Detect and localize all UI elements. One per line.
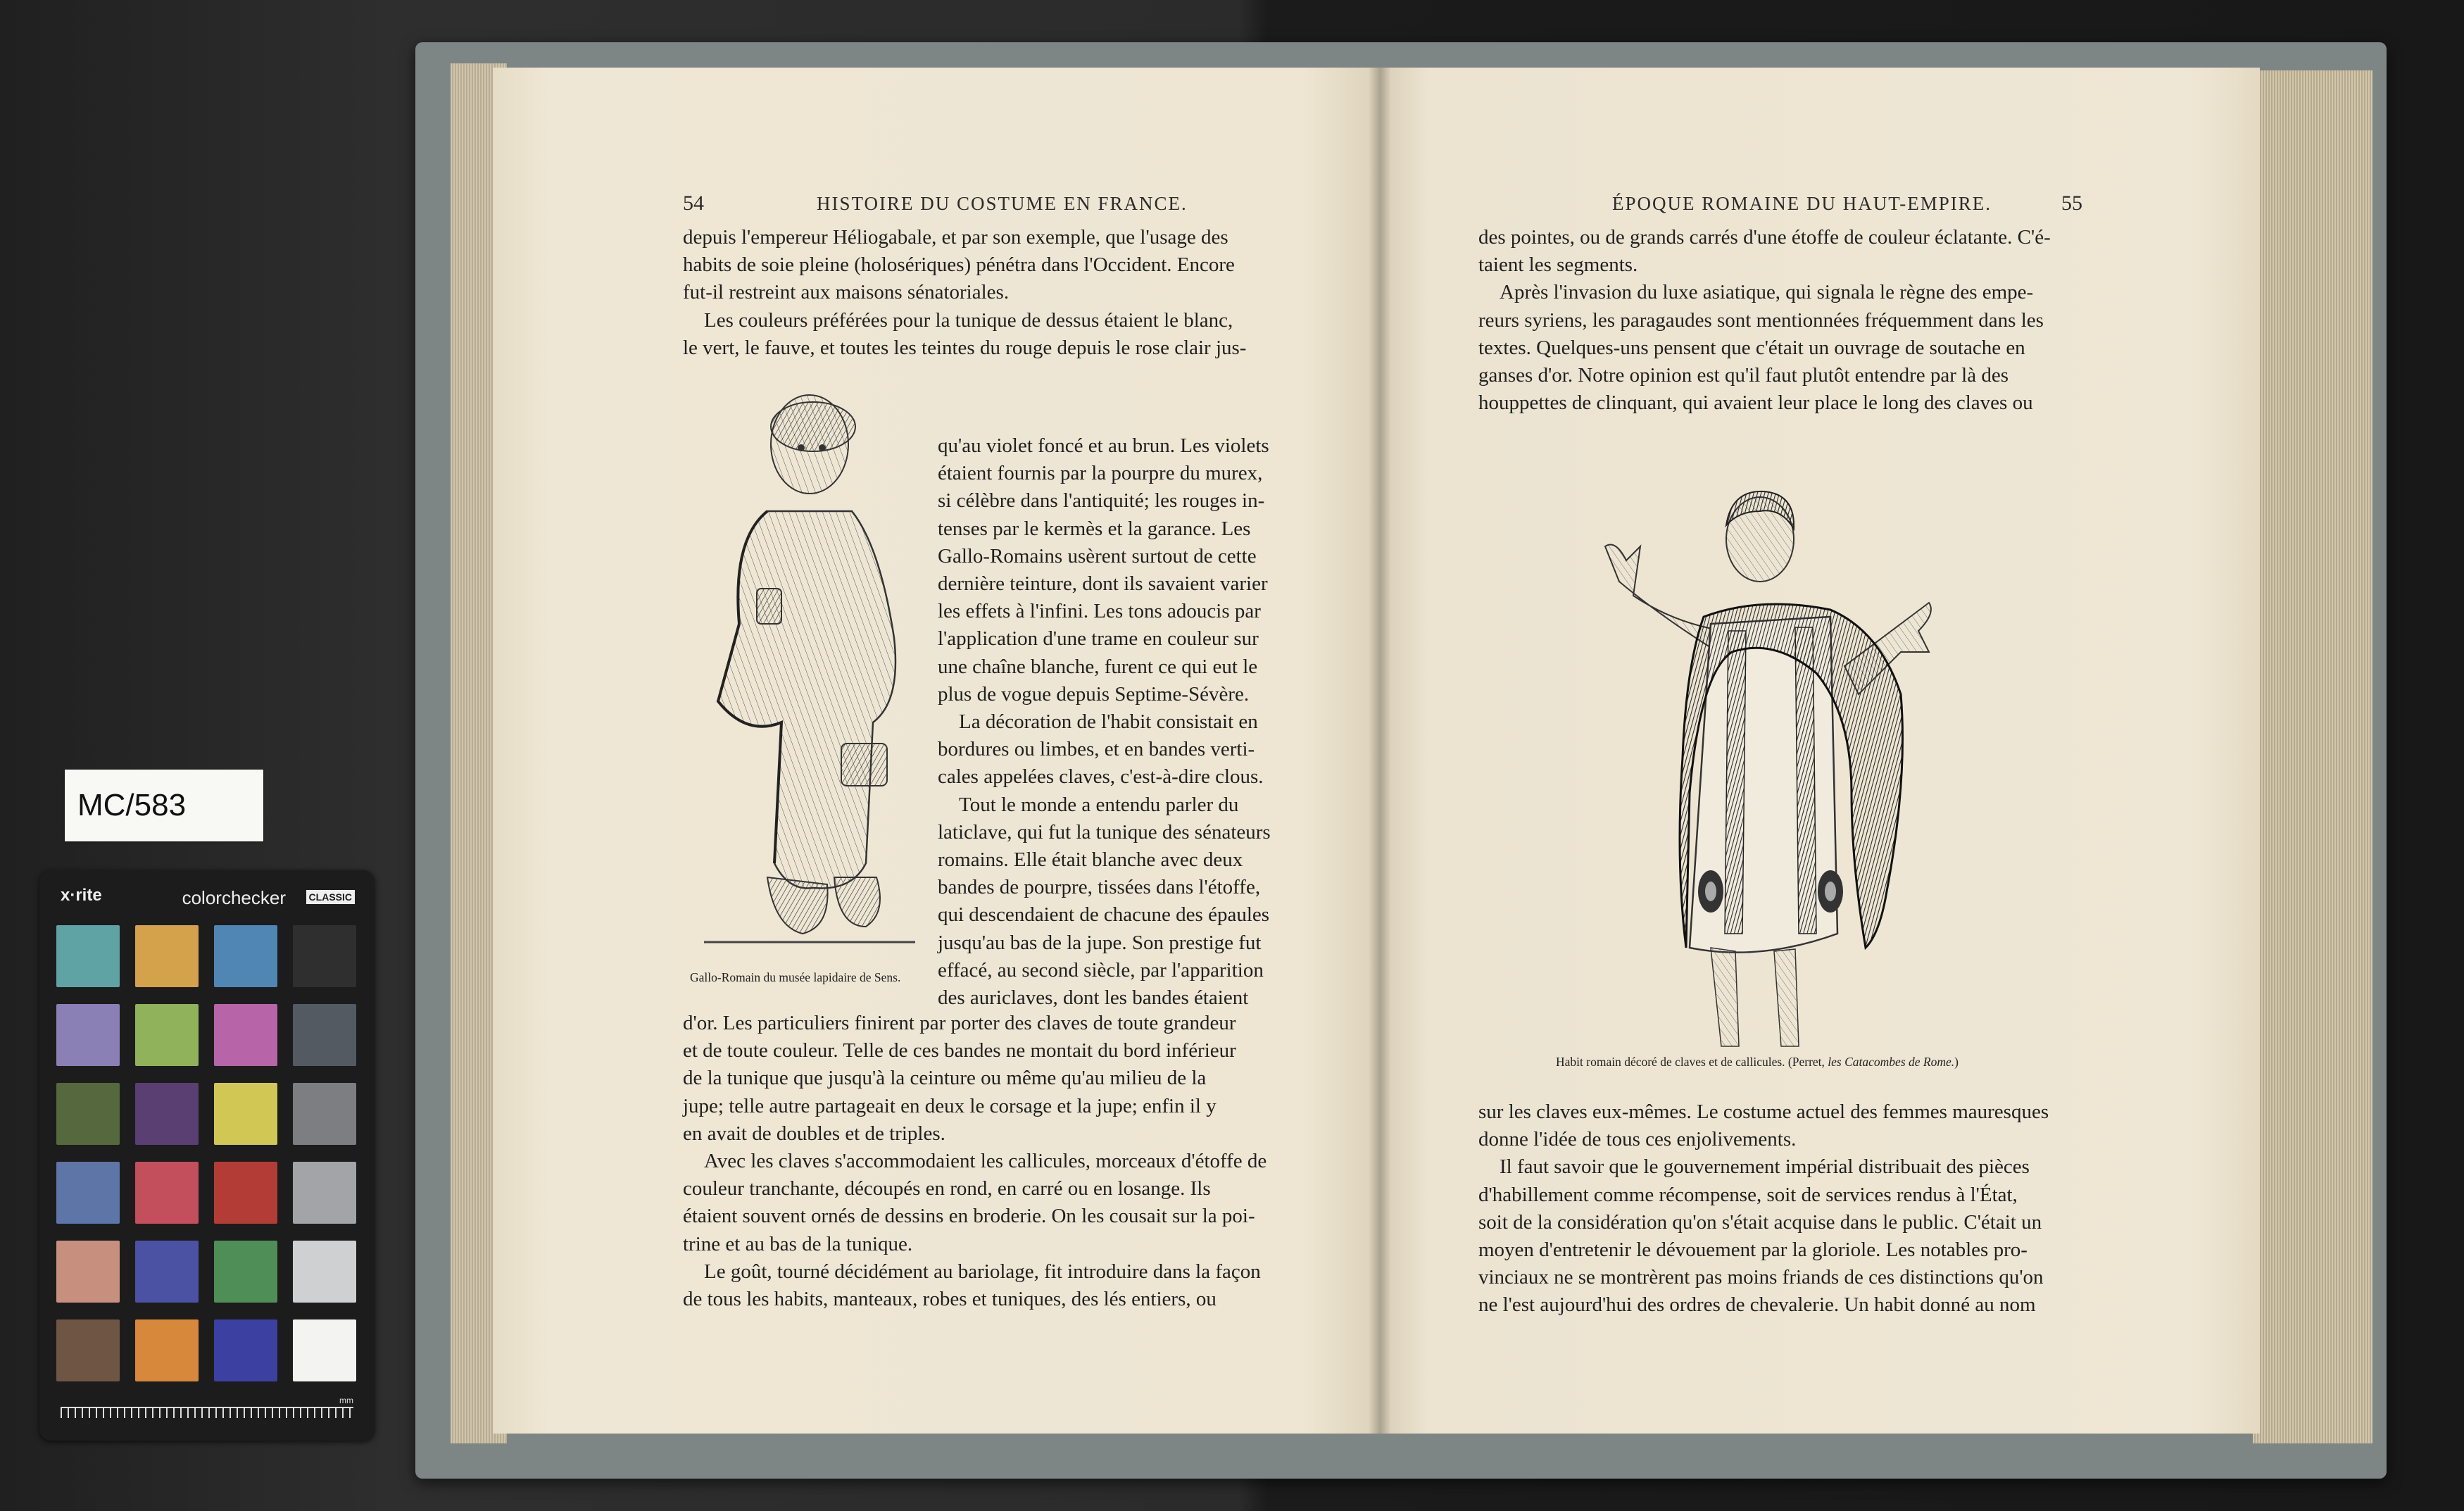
text-line: d'or. Les particuliers finirent par porter des claves de toute grandeur: [683, 1012, 1236, 1034]
color-swatch: [56, 1004, 120, 1066]
text-line: Il faut savoir que le gouvernement impérial distribuait des pièces: [1500, 1155, 2030, 1179]
color-swatch: [56, 1319, 120, 1381]
color-swatch: [214, 1241, 277, 1303]
right-page-number: 55: [2061, 192, 2082, 215]
color-swatch: [293, 1241, 356, 1303]
text-line: couleur tranchante, découpés en rond, en carré ou en losange. Ils: [683, 1177, 1211, 1200]
text-line: des auriclaves, dont les bandes étaient: [938, 986, 1249, 1010]
left-text-bottom: [683, 1010, 1380, 1313]
text-line: reurs syriens, les paragaudes sont mentionnées fréquemment dans les: [1478, 308, 2044, 332]
color-swatch: [56, 1083, 120, 1145]
text-line: Après l'invasion du luxe asiatique, qui signala le règne des empe-: [1500, 281, 2034, 304]
left-text-side: [938, 432, 1380, 1012]
color-swatch: [135, 1083, 199, 1145]
text-line: ganses d'or. Notre opinion est qu'il faut plutôt entendre par là des: [1478, 364, 2009, 387]
text-line: vinciaux ne se montrèrent pas moins friands de ces distinctions qu'on: [1478, 1266, 2044, 1289]
right-figure-caption: [1556, 1055, 1959, 1070]
left-running-head: HISTOIRE DU COSTUME EN FRANCE.: [817, 193, 1188, 214]
text-line: l'application d'une trame en couleur sur: [938, 627, 1259, 651]
archive-label-text: MC/583: [77, 788, 187, 822]
color-swatch: [293, 1162, 356, 1224]
color-swatch: [293, 1319, 356, 1381]
left-page: [493, 68, 1380, 1434]
color-swatch: [135, 925, 199, 987]
text-line: Gallo-Romains usèrent surtout de cette: [938, 544, 1257, 568]
text-line: sur les claves eux-mêmes. Le costume actuel des femmes mauresques: [1478, 1101, 2049, 1123]
measurement-ruler: [61, 1407, 353, 1425]
text-line: de la tunique que jusqu'à la ceinture ou même qu'au milieu de la: [683, 1067, 1207, 1090]
text-line: de tous les habits, manteaux, robes et tuniques, des lés entiers, ou: [683, 1288, 1217, 1311]
color-checker-brand: x·rite: [61, 886, 102, 905]
text-line: depuis l'empereur Héliogabale, et par son exemple, que l'usage des: [683, 226, 1228, 249]
color-swatch: [56, 925, 120, 987]
text-line: tenses par le kermès et la garance. Les: [938, 517, 1251, 540]
text-line: taient les segments.: [1478, 253, 1638, 277]
text-line: Le goût, tourné décidément au bariolage, fit introduire dans la façon: [704, 1260, 1261, 1283]
caption-end: ): [1954, 1055, 1959, 1069]
text-line: bordures ou limbes, et en bandes verti-: [938, 738, 1255, 761]
color-swatch: [56, 1241, 120, 1303]
roman-habit-illustration: [1549, 441, 1985, 1053]
color-swatch-grid: [56, 925, 356, 1381]
text-line: effacé, au second siècle, par l'apparition: [938, 958, 1264, 982]
color-swatch: [56, 1162, 120, 1224]
archive-label: [65, 770, 263, 841]
color-swatch: [214, 1004, 277, 1066]
text-line: Avec les claves s'accommodaient les callicules, morceaux d'étoffe de: [704, 1150, 1267, 1173]
text-line: si célèbre dans l'antiquité; les rouges in-: [938, 489, 1265, 513]
text-line: et de toute couleur. Telle de ces bandes ne montait du bord inférieur: [683, 1039, 1236, 1062]
color-swatch: [214, 1319, 277, 1381]
text-line: La décoration de l'habit consistait en: [959, 710, 1258, 734]
caption-italic: les Catacombes de Rome.: [1828, 1055, 1955, 1069]
text-line: les effets à l'infini. Les tons adoucis par: [938, 600, 1261, 623]
text-line: plus de vogue depuis Septime-Sévère.: [938, 682, 1250, 706]
color-swatch: [214, 1162, 277, 1224]
right-text-top: [1478, 224, 2182, 417]
text-line: une chaîne blanche, furent ce qui eut le: [938, 655, 1258, 678]
color-checker-card: [39, 870, 375, 1441]
gallo-roman-statue-illustration: [690, 370, 922, 962]
right-text-bottom: [1478, 1098, 2182, 1319]
color-swatch: [135, 1004, 199, 1066]
text-line: laticlave, qui fut la tunique des sénateurs: [938, 820, 1271, 844]
color-swatch: [293, 1083, 356, 1145]
right-page: [1380, 68, 2260, 1434]
ruler-unit: mm: [339, 1396, 353, 1405]
right-page-edges: [2253, 70, 2372, 1443]
text-line: romains. Elle était blanche avec deux: [938, 848, 1243, 872]
left-text-top: [683, 224, 1380, 362]
text-line: trine et au bas de la tunique.: [683, 1232, 913, 1255]
color-checker-product: colorchecker: [182, 887, 286, 908]
text-line: donne l'idée de tous ces enjolivements.: [1478, 1128, 1797, 1151]
text-line: étaient souvent ornés de dessins en broderie. On les cousait sur la poi-: [683, 1205, 1255, 1228]
color-swatch: [293, 925, 356, 987]
text-line: textes. Quelques-uns pensent que c'était un ouvrage de soutache en: [1478, 336, 2025, 359]
color-swatch: [214, 1083, 277, 1145]
color-checker-header: [51, 882, 363, 914]
right-running-head: ÉPOQUE ROMAINE DU HAUT-EMPIRE.: [1612, 193, 1992, 214]
text-line: moyen d'entretenir le dévouement par la gloriole. Les notables pro-: [1478, 1239, 2028, 1262]
text-line: ne l'est aujourd'hui des ordres de chevalerie. Un habit donné au nom: [1478, 1293, 2036, 1317]
color-swatch: [214, 925, 277, 987]
text-line: habits de soie pleine (holosériques) pénétra dans l'Occident. Encore: [683, 253, 1235, 277]
color-swatch: [293, 1004, 356, 1066]
color-swatch: [135, 1241, 199, 1303]
left-figure-caption: Gallo-Romain du musée lapidaire de Sens.: [690, 970, 901, 984]
text-line: d'habillement comme récompense, soit de services rendus à l'État,: [1478, 1183, 2018, 1206]
text-line: le vert, le fauve, et toutes les teintes du rouge depuis le rose clair jus-: [683, 336, 1247, 359]
text-line: en avait de doubles et de triples.: [683, 1122, 945, 1145]
text-line: qu'au violet foncé et au brun. Les violets: [938, 434, 1269, 457]
left-page-number: 54: [683, 192, 704, 215]
text-line: fut-il restreint aux maisons sénatoriales.: [683, 281, 1010, 304]
text-line: soit de la considération qu'on s'était acquise dans le public. C'était un: [1478, 1210, 2042, 1234]
book-gutter: [1369, 68, 1391, 1434]
caption-main: Habit romain décoré de claves et de callicules. (Perret,: [1556, 1055, 1828, 1069]
text-line: cales appelées claves, c'est-à-dire clous.: [938, 765, 1264, 789]
text-line: Tout le monde a entendu parler du: [959, 793, 1239, 816]
text-line: jupe; telle autre partageait en deux le corsage et la jupe; enfin il y: [683, 1094, 1217, 1117]
color-swatch: [135, 1319, 199, 1381]
text-line: qui descendaient de chacune des épaules: [938, 903, 1270, 927]
color-swatch: [135, 1162, 199, 1224]
text-line: des pointes, ou de grands carrés d'une étoffe de couleur éclatante. C'é-: [1478, 226, 2051, 249]
text-line: houppettes de clinquant, qui avaient leur place le long des claves ou: [1478, 391, 2033, 415]
text-line: étaient fournis par la pourpre du murex,: [938, 462, 1263, 485]
text-line: jusqu'au bas de la jupe. Son prestige fut: [938, 931, 1262, 954]
text-line: Les couleurs préférées pour la tunique de dessus étaient le blanc,: [704, 308, 1233, 332]
text-line: bandes de pourpre, tissées dans l'étoffe,: [938, 876, 1261, 899]
color-checker-edition: CLASSIC: [306, 890, 355, 904]
text-line: dernière teinture, dont ils savaient varier: [938, 572, 1268, 596]
